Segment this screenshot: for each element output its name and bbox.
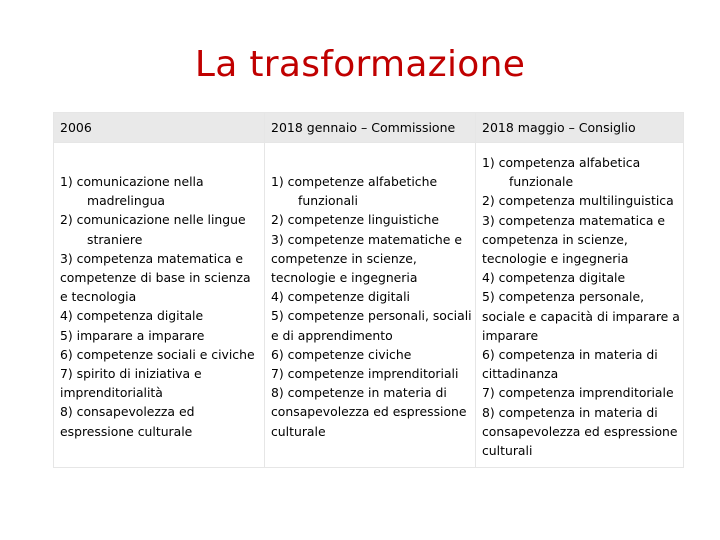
list-item: 1) competenza alfabetica funzionale — [482, 155, 641, 190]
list-item: 8) consapevolezza ed espressione culturale — [60, 404, 195, 439]
header-cell-consiglio — [476, 113, 684, 143]
list-item: 3) competenze matematiche e competenze in scienze, tecnologie e ingegneria — [271, 231, 462, 286]
list-item: 7) competenza imprenditoriale — [482, 385, 674, 401]
column-consiglio — [476, 143, 684, 468]
list-item: 7) competenze imprenditoriali — [271, 366, 459, 382]
list-item: 7) spirito di iniziativa e imprenditorialità — [60, 366, 202, 401]
list-item: 4) competenza digitale — [482, 270, 626, 286]
comparison-table — [53, 112, 684, 468]
list-item: 6) competenza in materia di cittadinanza — [482, 347, 658, 382]
list-item: 3) competenza matematica e competenza in scienze, tecnologie e ingegneria — [482, 212, 666, 267]
list-item: 2) comunicazione nelle lingue straniere — [60, 212, 246, 247]
list-item: 3) competenza matematica e competenze di base in scienza e tecnologia — [60, 250, 251, 305]
list-item: 1) comunicazione nella madrelingua — [60, 174, 204, 209]
header-label: 2006 — [60, 120, 92, 135]
list-item: 4) competenze digitali — [271, 289, 410, 305]
list-item: 6) competenze sociali e civiche — [60, 346, 255, 362]
list-item: 1) competenze alfabetiche funzionali — [271, 174, 438, 209]
header-label: 2018 maggio – Consiglio — [482, 120, 636, 135]
list-item: 4) competenza digitale — [60, 308, 204, 324]
list-item: 5) competenza personale, sociale e capacità di imparare a imparare — [482, 289, 680, 343]
list-item: 5) imparare a imparare — [60, 327, 205, 343]
header-cell-commissione — [265, 113, 476, 143]
column-2006 — [54, 143, 265, 468]
column-commissione — [265, 143, 476, 468]
list-item: 8) competenze in materia di consapevolezza ed espressione culturale — [271, 385, 467, 439]
list-item: 5) competenze personali, sociali e di apprendimento — [271, 308, 472, 343]
list-item: 8) competenza in materia di consapevolezza ed espressione culturali — [482, 404, 678, 459]
table-body-row — [54, 143, 684, 468]
header-cell-2006 — [54, 113, 265, 143]
table-header-row — [54, 113, 684, 143]
slide-title: La trasformazione — [194, 44, 526, 85]
list-item: 2) competenze linguistiche — [271, 212, 439, 228]
header-label: 2018 gennaio – Commissione — [271, 120, 456, 135]
list-item: 6) competenze civiche — [271, 346, 412, 362]
list-item: 2) competenza multilinguistica — [482, 193, 674, 209]
